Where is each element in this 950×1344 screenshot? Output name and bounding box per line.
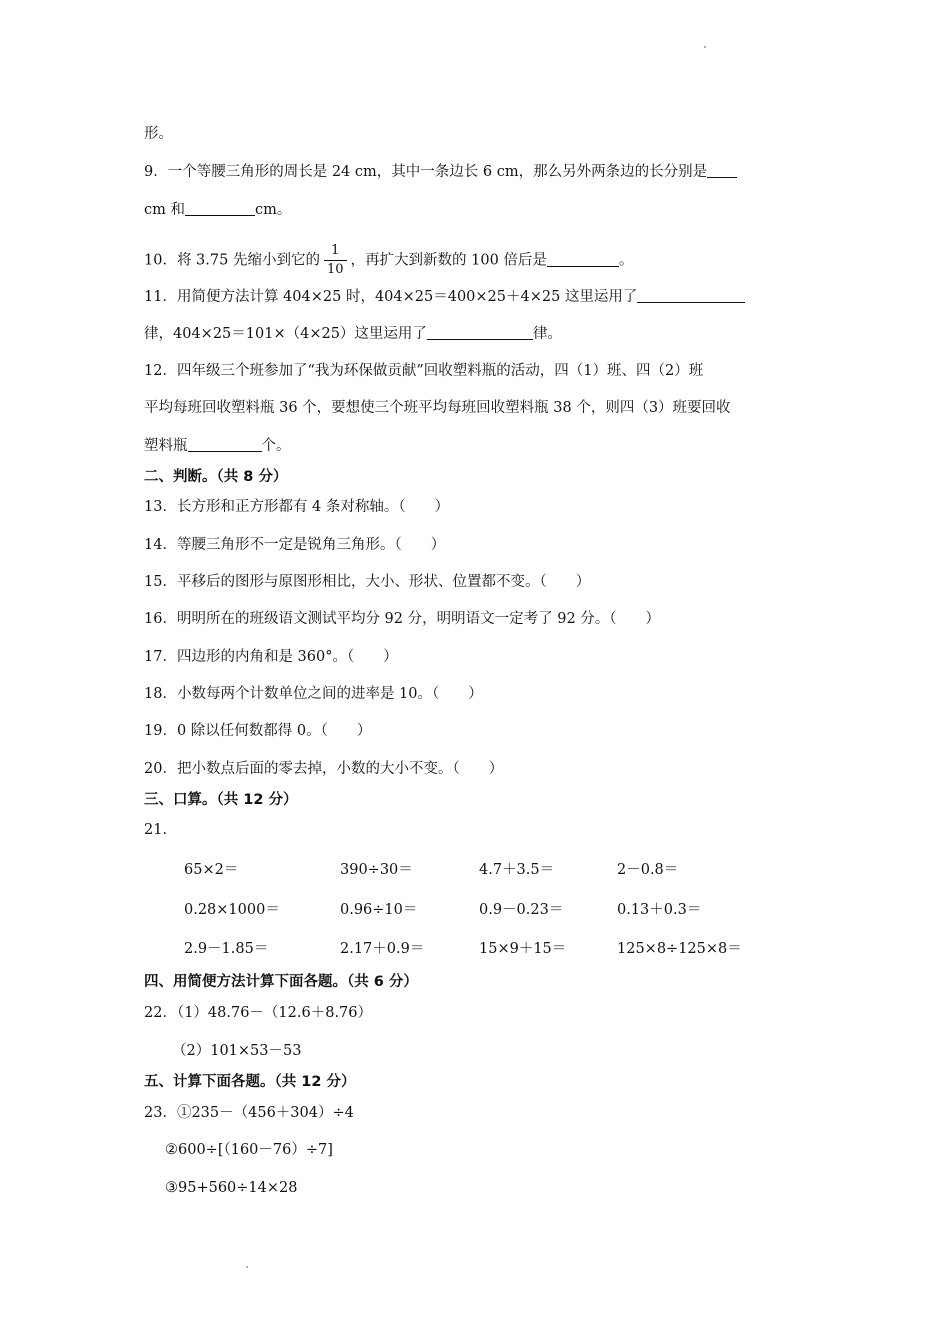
question-18: 18．小数每两个计数单位之间的进率是 10。（ ） (144, 686, 483, 702)
question-14: 14．等腰三角形不一定是锐角三角形。（ ） (144, 537, 446, 553)
scan-dot-top (704, 46, 706, 48)
question-12-line3: 塑料瓶 个。 (144, 438, 291, 454)
oral-item: 125×8÷125×8＝ (617, 941, 742, 957)
oral-item: 2.9－1.85＝ (184, 941, 269, 957)
question-21: 21． (144, 822, 177, 838)
oral-item: 15×9＋15＝ (479, 941, 567, 957)
q8-tail: 形。 (144, 126, 173, 142)
question-13: 13．长方形和正方形都有 4 条对称轴。（ ） (144, 499, 450, 515)
answer-blank[interactable] (427, 324, 533, 340)
oral-item: 0.28×1000＝ (184, 902, 280, 918)
question-12-line1: 12．四年级三个班参加了“我为环保做贡献”回收塑料瓶的活动，四（1）班、四（2）班 (144, 363, 704, 379)
oral-item: 0.9－0.23＝ (479, 902, 564, 918)
question-22-part2: （2）101×53－53 (172, 1043, 302, 1059)
question-22-part1: 22．（1）48.76－（12.6＋8.76） (144, 1005, 373, 1021)
oral-item: 0.96÷10＝ (340, 902, 418, 918)
question-23-part1: 23．①235－（456＋304）÷4 (144, 1105, 354, 1121)
section-2-heading: 二、判断。（共 8 分） (144, 469, 288, 485)
question-20: 20．把小数点后面的零去掉，小数的大小不变。（ ） (144, 761, 504, 777)
question-23-part2: ②600÷[（160－76）÷7] (165, 1142, 333, 1158)
question-23-part3: ③95+560÷14×28 (165, 1180, 298, 1196)
oral-item: 0.13＋0.3＝ (617, 902, 702, 918)
question-11-line2: 律，404×25＝101×（4×25）这里运用了 律。 (144, 326, 562, 342)
fraction-one-tenth: $\frac{1}{10}$ (324, 242, 347, 279)
section-4-heading: 四、用简便方法计算下面各题。（共 6 分） (144, 974, 418, 990)
section-5-heading: 五、计算下面各题。（共 12 分） (144, 1074, 356, 1090)
answer-blank[interactable] (188, 436, 262, 452)
answer-blank[interactable] (185, 200, 255, 216)
oral-item: 4.7＋3.5＝ (479, 862, 555, 878)
scan-dot-bottom (246, 1266, 248, 1268)
question-12-line2: 平均每班回收塑料瓶 36 个，要想使三个班平均每班回收塑料瓶 38 个，则四（3）班要回收 (144, 400, 731, 416)
section-3-heading: 三、口算。（共 12 分） (144, 792, 298, 808)
oral-item: 65×2＝ (184, 862, 239, 878)
answer-blank[interactable] (707, 162, 737, 178)
answer-blank[interactable] (547, 251, 619, 267)
question-17: 17．四边形的内角和是 360°。（ ） (144, 649, 398, 665)
answer-blank[interactable] (637, 287, 745, 303)
question-16: 16．明明所在的班级语文测试平均分 92 分，明明语文一定考了 92 分。（ ） (144, 611, 661, 627)
question-10: 10．将 3.75 先缩小到它的 $\frac{1}{10}$ ，再扩大到新数的 100 倍后是 。 (144, 243, 634, 277)
question-9-line2: cm 和 cm。 (144, 202, 292, 218)
question-15: 15．平移后的图形与原图形相比，大小、形状、位置都不变。（ ） (144, 574, 591, 590)
oral-item: 2.17＋0.9＝ (340, 941, 425, 957)
question-19: 19．0 除以任何数都得 0。（ ） (144, 723, 372, 739)
oral-item: 2－0.8＝ (617, 862, 679, 878)
question-11-line1: 11．用简便方法计算 404×25 时，404×25＝400×25＋4×25 这里运用了 (144, 287, 745, 307)
question-9-line1: 9．一个等腰三角形的周长是 24 cm，其中一条边长 6 cm，那么另外两条边的长分别是 (144, 162, 737, 182)
oral-item: 390÷30＝ (340, 862, 413, 878)
